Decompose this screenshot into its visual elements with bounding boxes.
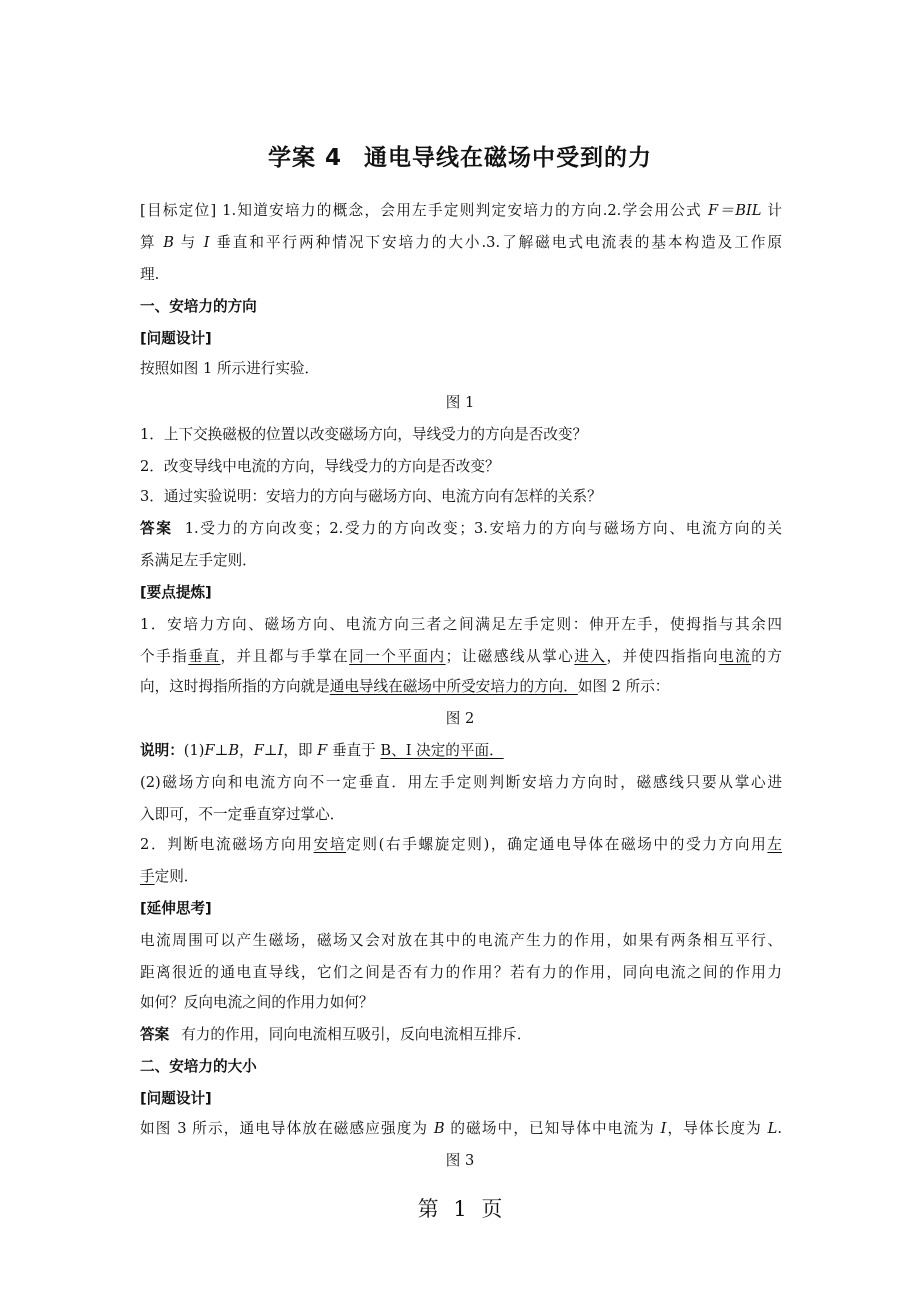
- fill-blank: 通电导线在磁场中所受安培力的方向．: [329, 678, 578, 695]
- problem-text-1: 按照如图 1 所示进行实验．: [140, 360, 320, 377]
- key-point-1-line-1: 1．安培力方向、磁场方向、电流方向三者之间满足左手定则：伸开左手，使拇指与其余四: [140, 616, 782, 633]
- title-lesson-number: 学案 4: [267, 145, 342, 171]
- title-text: 通电导线在磁场中受到的力: [364, 145, 652, 171]
- section-1-heading: 一、安培力的方向: [140, 298, 257, 315]
- key-points-heading: [要点提炼]: [140, 584, 212, 601]
- note-line-3: 入即可，不一定垂直穿过掌心．: [140, 806, 345, 823]
- note-line-2: (2)磁场方向和电流方向不一定垂直．用左手定则判断安培力方向时，磁感线只要从掌心进: [140, 774, 782, 791]
- fill-blank: 进入: [574, 648, 607, 665]
- extended-thinking-heading: [延伸思考]: [140, 900, 212, 917]
- answer-2: 答案 有力的作用，同向电流相互吸引，反向电流相互排斥．: [140, 1026, 532, 1043]
- goals-line-1: [目标定位] 1.知道安培力的概念，会用左手定则判定安培力的方向.2.学会用公式 F＝BIL 计: [140, 202, 783, 219]
- problem-design-heading-2: [问题设计]: [140, 1090, 212, 1107]
- fill-blank: 手: [140, 868, 155, 885]
- answer-label: 答案: [140, 1026, 170, 1043]
- answer-1-line-2: 系满足左手定则．: [140, 552, 257, 569]
- fill-blank: 垂直: [188, 648, 221, 665]
- question-2: 2．改变导线中电流的方向，导线受力的方向是否改变？: [140, 458, 500, 475]
- goals-line-2: 算 B 与 I 垂直和平行两种情况下安培力的大小.3.了解磁电式电流表的基本构造及工作原: [140, 234, 782, 251]
- answer-label: 答案: [140, 520, 173, 537]
- key-point-2-line-2: 手定则．: [140, 868, 199, 885]
- section-2-heading: 二、安培力的大小: [140, 1058, 257, 1075]
- answer-1-line-1: 答案 1.受力的方向改变；2.受力的方向改变；3.安培力的方向与磁场方向、电流方向的关: [140, 520, 782, 537]
- extended-line-3: 如何？反向电流之间的作用力如何？: [140, 994, 374, 1011]
- page-title: [0, 142, 920, 174]
- key-point-1-line-3: 向，这时拇指所指的方向就是通电导线在磁场中所受安培力的方向．如图 2 所示：: [140, 678, 670, 695]
- fill-blank: 同一个平面内: [349, 648, 446, 665]
- goals-line-3: 理.: [140, 266, 160, 283]
- key-point-1-line-2: 个手指垂直，并且都与手掌在同一个平面内；让磁感线从掌心进入，并使四指指向电流的方: [140, 648, 782, 665]
- note-line-1: 说明：(1)F⊥B，F⊥I，即 F 垂直于 B、I 决定的平面．: [140, 742, 504, 759]
- fill-blank: 电流: [719, 648, 752, 665]
- question-1: 1．上下交换磁极的位置以改变磁场方向，导线受力的方向是否改变？: [140, 426, 588, 443]
- key-point-2-line-1: 2．判断电流磁场方向用安培定则(右手螺旋定则)，确定通电导体在磁场中的受力方向用左: [140, 836, 782, 853]
- fill-blank: 左: [767, 836, 782, 853]
- note-label: 说明：: [140, 742, 184, 759]
- extended-line-2: 距离很近的通电直导线，它们之间是否有力的作用？若有力的作用，同向电流之间的作用力: [140, 964, 782, 981]
- fill-blank: B、I 决定的平面．: [380, 742, 504, 759]
- page-number: 第 1 页: [417, 1197, 503, 1221]
- problem-design-heading-1: [问题设计]: [140, 330, 212, 347]
- figure-3-caption: 图 3: [445, 1152, 475, 1169]
- problem-text-2: 如图 3 所示，通电导体放在磁感应强度为 B 的磁场中，已知导体中电流为 I，导体长度为 L.: [140, 1120, 782, 1137]
- figure-1-caption: 图 1: [445, 394, 475, 411]
- fill-blank: 安培: [313, 836, 347, 853]
- extended-line-1: 电流周围可以产生磁场，磁场又会对放在其中的电流产生力的作用，如果有两条相互平行、: [140, 932, 782, 949]
- figure-2-caption: 图 2: [445, 710, 475, 727]
- question-3: 3．通过实验说明：安培力的方向与磁场方向、电流方向有怎样的关系？: [140, 488, 602, 505]
- formula: F＝BIL: [707, 202, 762, 219]
